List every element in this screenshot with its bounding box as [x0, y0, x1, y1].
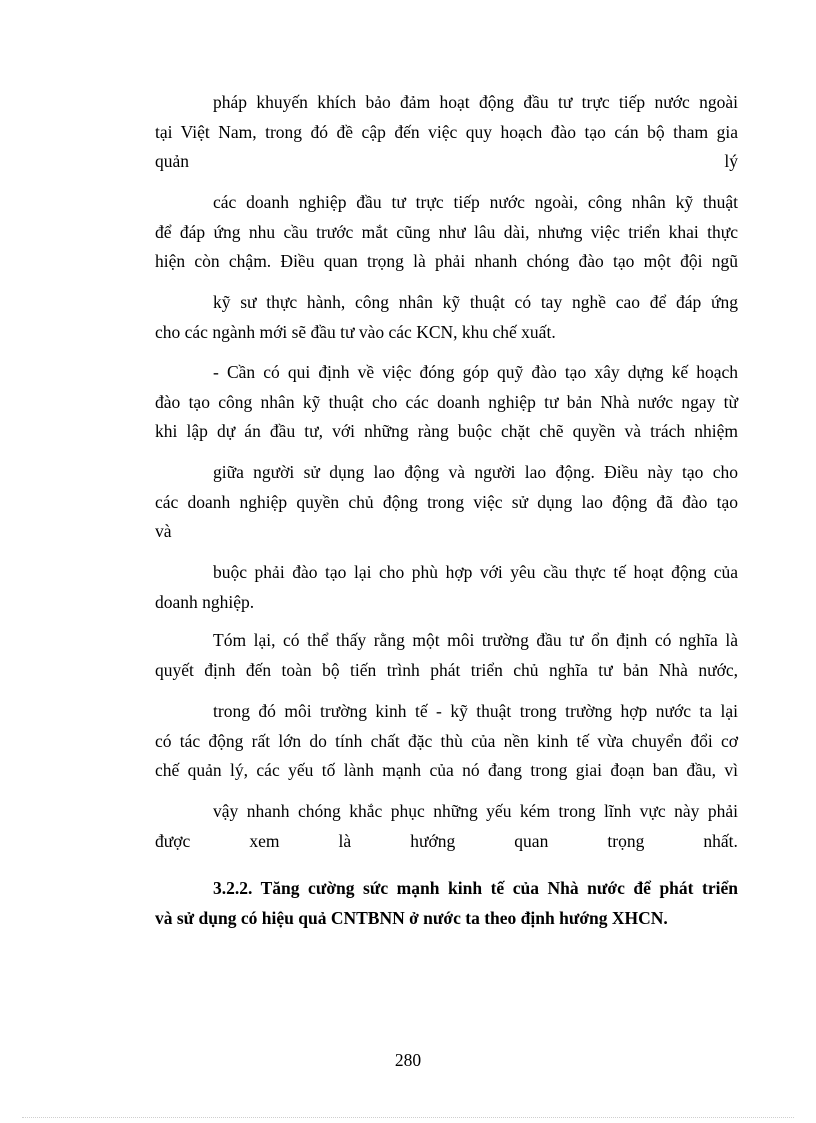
paragraph-8: [155, 697, 738, 786]
paragraph-3: [155, 288, 738, 347]
spread-word: lý: [724, 151, 738, 171]
spread-word: xem: [249, 830, 280, 851]
paragraph-line: giữa người sử dụng lao động và người lao động. Điều này tạo cho: [213, 462, 738, 482]
paragraph-1: [155, 88, 738, 177]
paragraph-line: quyết định đến toàn bộ tiến trình phát triển chủ nghĩa tư bản Nhà nước,: [155, 659, 738, 680]
heading-line: 3.2.2. Tăng cường sức mạnh kinh tế của Nhà nước để phát triển: [213, 878, 738, 898]
paragraph-4: [155, 358, 738, 447]
spread-word: trọng: [607, 830, 645, 851]
paragraph-line: và: [155, 521, 172, 541]
spread-word: hướng: [410, 830, 456, 851]
paragraph-7: [155, 626, 738, 685]
paragraph-line: có tác động rất lớn do tính chất đặc thù của nền kinh tế vừa chuyển đổi cơ: [155, 730, 738, 751]
paragraph-line: - Cần có qui định về việc đóng góp quỹ đào tạo xây dựng kế hoạch: [213, 362, 738, 382]
paragraph-line: trong đó môi trường kinh tế - kỹ thuật trong trường hợp nước ta lại: [213, 701, 738, 721]
paragraph-line: đào tạo công nhân kỹ thuật cho các doanh nghiệp tư bản Nhà nước ngay từ: [155, 391, 738, 412]
paragraph-9: [155, 797, 738, 856]
paragraph-5: [155, 458, 738, 547]
paragraph-line: các doanh nghiệp quyền chủ động trong việc sử dụng lao động đã đào tạo: [155, 491, 738, 512]
heading-line: và sử dụng có hiệu quả CNTBNN ở nước ta theo định hướng XHCN.: [155, 907, 668, 928]
spread-line: [155, 827, 738, 857]
paragraph-line: tại Việt Nam, trong đó đề cập đến việc quy hoạch đào tạo cán bộ tham gia: [155, 121, 738, 142]
paragraph-line: Tóm lại, có thể thấy rằng một môi trường đầu tư ổn định có nghĩa là: [213, 630, 738, 650]
paragraph-line: các doanh nghiệp đầu tư trực tiếp nước ngoài, công nhân kỹ thuật: [213, 192, 738, 212]
paragraph-6: [155, 558, 738, 617]
paragraph-line: pháp khuyến khích bảo đảm hoạt động đầu tư trực tiếp nước ngoài: [213, 92, 738, 112]
paragraph-line: để đáp ứng nhu cầu trước mắt cũng như lâu dài, nhưng việc triển khai thực: [155, 221, 738, 242]
paragraph-line: chế quản lý, các yếu tố lành mạnh của nó đang trong giai đoạn ban đầu, vì: [155, 760, 738, 780]
spread-word: được: [155, 830, 191, 851]
paragraph-2: [155, 188, 738, 277]
section-heading: [155, 874, 738, 933]
footer-divider: [22, 1117, 794, 1118]
spread-word: quan: [514, 830, 549, 851]
spread-word: quản: [155, 151, 190, 171]
spread-line: [155, 147, 738, 177]
paragraph-line: vậy nhanh chóng khắc phục những yếu kém trong lĩnh vực này phải: [213, 801, 738, 821]
paragraph-line: kỹ sư thực hành, công nhân kỹ thuật có tay nghề cao để đáp ứng: [213, 292, 738, 312]
spread-word: là: [338, 830, 352, 851]
page-number: 280: [394, 1050, 422, 1070]
paragraph-line: buộc phải đào tạo lại cho phù hợp với yêu cầu thực tế hoạt động của: [213, 562, 738, 582]
paragraph-line: doanh nghiệp.: [155, 591, 255, 612]
spread-word: nhất.: [703, 830, 738, 851]
paragraph-line: cho các ngành mới sẽ đầu tư vào các KCN, khu chế xuất.: [155, 321, 556, 342]
paragraph-line: hiện còn chậm. Điều quan trọng là phải nhanh chóng đào tạo một đội ngũ: [155, 251, 738, 271]
paragraph-line: khi lập dự án đầu tư, với những ràng buộc chặt chẽ quyền và trách nhiệm: [155, 421, 738, 441]
